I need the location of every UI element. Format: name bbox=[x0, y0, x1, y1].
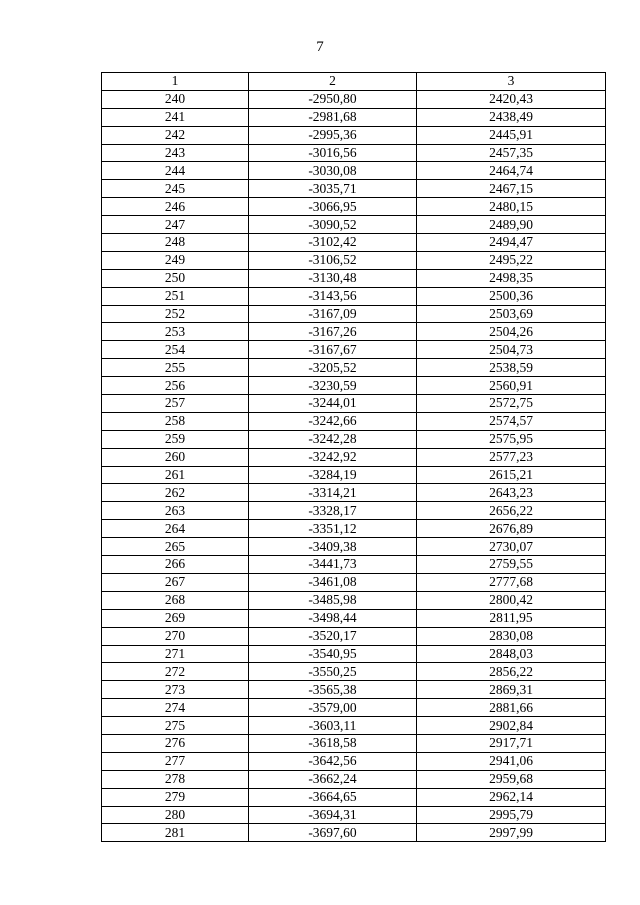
table-cell: -3697,60 bbox=[249, 824, 417, 842]
table-header bbox=[102, 73, 606, 91]
table-row bbox=[102, 108, 606, 126]
table-cell: 270 bbox=[102, 627, 249, 645]
table-cell: -3167,26 bbox=[249, 323, 417, 341]
table-cell: 2615,21 bbox=[417, 466, 606, 484]
table-row bbox=[102, 717, 606, 735]
table-cell: -3167,67 bbox=[249, 341, 417, 359]
table-row bbox=[102, 90, 606, 108]
table-cell: -3066,95 bbox=[249, 198, 417, 216]
table-row bbox=[102, 287, 606, 305]
table-cell: 2759,55 bbox=[417, 556, 606, 574]
table-cell: -3441,73 bbox=[249, 556, 417, 574]
table-row bbox=[102, 806, 606, 824]
table-cell: 2572,75 bbox=[417, 395, 606, 413]
table-cell: -3314,21 bbox=[249, 484, 417, 502]
table-cell: 2438,49 bbox=[417, 108, 606, 126]
table-cell: 279 bbox=[102, 788, 249, 806]
table-cell: -3642,56 bbox=[249, 752, 417, 770]
table-cell: -3244,01 bbox=[249, 395, 417, 413]
table-cell: 266 bbox=[102, 556, 249, 574]
data-table bbox=[101, 72, 606, 842]
table-cell: 2467,15 bbox=[417, 180, 606, 198]
table-cell: 2494,47 bbox=[417, 234, 606, 252]
table-cell: 252 bbox=[102, 305, 249, 323]
table-cell: -3030,08 bbox=[249, 162, 417, 180]
table-cell: 247 bbox=[102, 216, 249, 234]
table-cell: 245 bbox=[102, 180, 249, 198]
table-cell: -3603,11 bbox=[249, 717, 417, 735]
table-cell: 2420,43 bbox=[417, 90, 606, 108]
column-header-3: 3 bbox=[417, 73, 606, 91]
table-cell: 2480,15 bbox=[417, 198, 606, 216]
table-cell: 2902,84 bbox=[417, 717, 606, 735]
table-row bbox=[102, 198, 606, 216]
table-cell: -3143,56 bbox=[249, 287, 417, 305]
table-cell: -3167,09 bbox=[249, 305, 417, 323]
table-cell: 261 bbox=[102, 466, 249, 484]
table-cell: 249 bbox=[102, 251, 249, 269]
table-cell: 2869,31 bbox=[417, 681, 606, 699]
table-row bbox=[102, 502, 606, 520]
table-row bbox=[102, 591, 606, 609]
table-cell: 274 bbox=[102, 699, 249, 717]
table-cell: -3550,25 bbox=[249, 663, 417, 681]
table-cell: 2574,57 bbox=[417, 412, 606, 430]
table-cell: -3242,66 bbox=[249, 412, 417, 430]
table-cell: 2941,06 bbox=[417, 752, 606, 770]
table-cell: 2881,66 bbox=[417, 699, 606, 717]
table-cell: -3662,24 bbox=[249, 770, 417, 788]
table-cell: -3461,08 bbox=[249, 573, 417, 591]
table-cell: 277 bbox=[102, 752, 249, 770]
table-row bbox=[102, 234, 606, 252]
table-row bbox=[102, 359, 606, 377]
table-cell: 2495,22 bbox=[417, 251, 606, 269]
table-cell: 2676,89 bbox=[417, 520, 606, 538]
table-cell: 241 bbox=[102, 108, 249, 126]
table-row bbox=[102, 788, 606, 806]
table-body bbox=[102, 90, 606, 841]
table-cell: -3242,28 bbox=[249, 430, 417, 448]
table-cell: 243 bbox=[102, 144, 249, 162]
table-cell: -3498,44 bbox=[249, 609, 417, 627]
table-cell: 248 bbox=[102, 234, 249, 252]
table-cell: -3520,17 bbox=[249, 627, 417, 645]
table-cell: 2643,23 bbox=[417, 484, 606, 502]
table-cell: 2498,35 bbox=[417, 269, 606, 287]
table-cell: -3328,17 bbox=[249, 502, 417, 520]
table-row bbox=[102, 663, 606, 681]
table-row bbox=[102, 216, 606, 234]
table-cell: -3664,65 bbox=[249, 788, 417, 806]
table-row bbox=[102, 538, 606, 556]
table-cell: 260 bbox=[102, 448, 249, 466]
table-cell: 258 bbox=[102, 412, 249, 430]
column-header-2: 2 bbox=[249, 73, 417, 91]
table-row bbox=[102, 448, 606, 466]
table-cell: 275 bbox=[102, 717, 249, 735]
table-row bbox=[102, 180, 606, 198]
table-row bbox=[102, 126, 606, 144]
table-row bbox=[102, 430, 606, 448]
table-row bbox=[102, 162, 606, 180]
table-row bbox=[102, 699, 606, 717]
table-row bbox=[102, 734, 606, 752]
table-cell: 246 bbox=[102, 198, 249, 216]
table-cell: 272 bbox=[102, 663, 249, 681]
table-cell: -3205,52 bbox=[249, 359, 417, 377]
table-cell: 2811,95 bbox=[417, 609, 606, 627]
table-cell: 256 bbox=[102, 377, 249, 395]
table-cell: -3130,48 bbox=[249, 269, 417, 287]
table-cell: -3242,92 bbox=[249, 448, 417, 466]
table-cell: 2457,35 bbox=[417, 144, 606, 162]
table-cell: 250 bbox=[102, 269, 249, 287]
table-row bbox=[102, 377, 606, 395]
table-cell: -3351,12 bbox=[249, 520, 417, 538]
table-row bbox=[102, 609, 606, 627]
table-cell: 267 bbox=[102, 573, 249, 591]
table-cell: 2848,03 bbox=[417, 645, 606, 663]
table-row bbox=[102, 144, 606, 162]
table-cell: -3284,19 bbox=[249, 466, 417, 484]
table-cell: 2656,22 bbox=[417, 502, 606, 520]
table-cell: 278 bbox=[102, 770, 249, 788]
table-cell: 253 bbox=[102, 323, 249, 341]
table-cell: 255 bbox=[102, 359, 249, 377]
table-cell: 2503,69 bbox=[417, 305, 606, 323]
table-row bbox=[102, 323, 606, 341]
table-cell: -3016,56 bbox=[249, 144, 417, 162]
table-cell: -3106,52 bbox=[249, 251, 417, 269]
table-cell: 271 bbox=[102, 645, 249, 663]
table-row bbox=[102, 466, 606, 484]
table-cell: 2560,91 bbox=[417, 377, 606, 395]
page-number: 7 bbox=[316, 39, 324, 55]
table-row bbox=[102, 395, 606, 413]
table-cell: 276 bbox=[102, 734, 249, 752]
table-cell: 254 bbox=[102, 341, 249, 359]
table-row bbox=[102, 484, 606, 502]
table-cell: 268 bbox=[102, 591, 249, 609]
table-row bbox=[102, 412, 606, 430]
table-cell: 251 bbox=[102, 287, 249, 305]
table-row bbox=[102, 269, 606, 287]
table-cell: -3565,38 bbox=[249, 681, 417, 699]
table-cell: 244 bbox=[102, 162, 249, 180]
table-cell: 281 bbox=[102, 824, 249, 842]
table-cell: 2856,22 bbox=[417, 663, 606, 681]
header-row bbox=[102, 73, 606, 91]
table-cell: 2538,59 bbox=[417, 359, 606, 377]
table-cell: -3409,38 bbox=[249, 538, 417, 556]
table-cell: 262 bbox=[102, 484, 249, 502]
table-cell: 2575,95 bbox=[417, 430, 606, 448]
table-cell: -2995,36 bbox=[249, 126, 417, 144]
table-cell: 2830,08 bbox=[417, 627, 606, 645]
table-cell: 273 bbox=[102, 681, 249, 699]
table-cell: 2500,36 bbox=[417, 287, 606, 305]
table-cell: 2577,23 bbox=[417, 448, 606, 466]
table-cell: 265 bbox=[102, 538, 249, 556]
table-cell: 259 bbox=[102, 430, 249, 448]
table-row bbox=[102, 573, 606, 591]
table-cell: 280 bbox=[102, 806, 249, 824]
table-row bbox=[102, 556, 606, 574]
table-cell: 2995,79 bbox=[417, 806, 606, 824]
table-row bbox=[102, 341, 606, 359]
table-row bbox=[102, 305, 606, 323]
table-row bbox=[102, 645, 606, 663]
table-cell: 2504,26 bbox=[417, 323, 606, 341]
table-row bbox=[102, 770, 606, 788]
table-cell: -3618,58 bbox=[249, 734, 417, 752]
column-header-1: 1 bbox=[102, 73, 249, 91]
table-cell: 242 bbox=[102, 126, 249, 144]
table-cell: 2730,07 bbox=[417, 538, 606, 556]
table-cell: -3694,31 bbox=[249, 806, 417, 824]
table-cell: -2981,68 bbox=[249, 108, 417, 126]
table-cell: 2959,68 bbox=[417, 770, 606, 788]
table-row bbox=[102, 627, 606, 645]
table-cell: 2489,90 bbox=[417, 216, 606, 234]
table-cell: -3090,52 bbox=[249, 216, 417, 234]
table-cell: 2800,42 bbox=[417, 591, 606, 609]
table-cell: -3579,00 bbox=[249, 699, 417, 717]
table-cell: 2997,99 bbox=[417, 824, 606, 842]
table-cell: -3102,42 bbox=[249, 234, 417, 252]
table-cell: 269 bbox=[102, 609, 249, 627]
table-row bbox=[102, 520, 606, 538]
table-row bbox=[102, 251, 606, 269]
table-cell: -3230,59 bbox=[249, 377, 417, 395]
table-cell: -2950,80 bbox=[249, 90, 417, 108]
table-row bbox=[102, 681, 606, 699]
table-cell: 240 bbox=[102, 90, 249, 108]
table-row bbox=[102, 824, 606, 842]
table-cell: 2445,91 bbox=[417, 126, 606, 144]
table-cell: -3485,98 bbox=[249, 591, 417, 609]
table-cell: 263 bbox=[102, 502, 249, 520]
table-cell: -3540,95 bbox=[249, 645, 417, 663]
table-cell: -3035,71 bbox=[249, 180, 417, 198]
table-cell: 257 bbox=[102, 395, 249, 413]
table-cell: 2917,71 bbox=[417, 734, 606, 752]
table-cell: 2464,74 bbox=[417, 162, 606, 180]
table-cell: 2777,68 bbox=[417, 573, 606, 591]
table-cell: 2962,14 bbox=[417, 788, 606, 806]
table-cell: 2504,73 bbox=[417, 341, 606, 359]
table-cell: 264 bbox=[102, 520, 249, 538]
table-row bbox=[102, 752, 606, 770]
